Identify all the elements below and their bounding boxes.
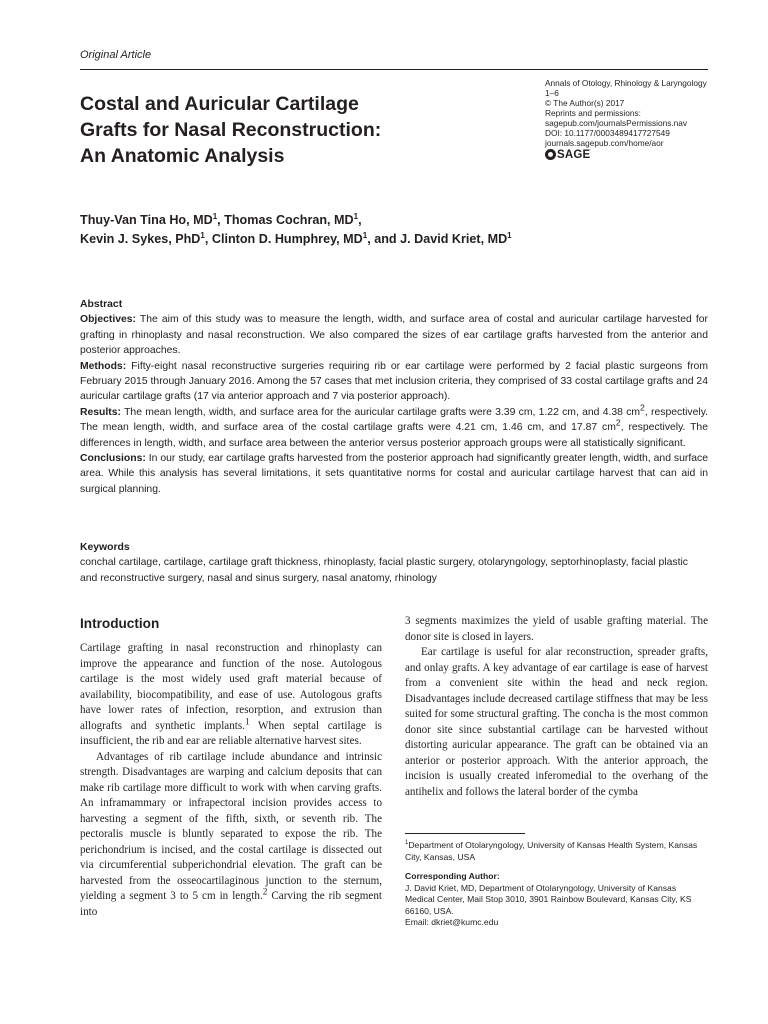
body-paragraph (80, 750, 382, 921)
affiliation-text: Department of Otolaryngology, University of Kansas Health System, Kansas City, Kansas, USA (405, 840, 698, 862)
body-paragraph: Ear cartilage is useful for alar reconstruction, spreader grafts, and onlay grafts. A key advantage of ear cartilage is ease of harvest from a convenient site within the head and neck region. Disadvantages include decreased cartilage stiffness that may be less suited for some structural grafting. The concha is the most common donor site since substantial cartilage can be harvested without distorting auricular appearance. The graft can be obtained via an anterior or posterior approach. With the anterior approach, the incision is usually created inferomedial to the overhang of the antihelix and follows the lateral border of the cymba (405, 646, 708, 798)
abstract-objectives (80, 312, 708, 358)
copyright: © The Author(s) 2017 (545, 98, 625, 108)
introduction-heading: Introduction (80, 616, 160, 631)
keywords-text: conchal cartilage, cartilage, cartilage graft thickness, rhinoplasty, facial plastic surgery, otolaryngology, septorhinoplasty, facial plastic and reconstructive surgery, nasal and sinus surgery, nasal anatomy, rhinology (80, 557, 688, 584)
citation-mark[interactable]: 2 (262, 887, 268, 898)
abstract-methods (80, 359, 708, 405)
author: Clinton D. Humphrey, MD (211, 232, 363, 246)
body-paragraph (80, 641, 382, 750)
objectives-label: Objectives: (80, 314, 137, 326)
permissions-link[interactable]: sagepub.com/journalsPermissions.nav (545, 118, 688, 128)
results-label: Results: (80, 406, 121, 418)
doi[interactable]: DOI: 10.1177/0003489417727549 (545, 128, 670, 138)
author: Thomas Cochran, MD (224, 213, 354, 227)
corresponding-author-details: J. David Kriet, MD, Department of Otolaryngology, University of Kansas Medical Center, Mail Stop 3010, 3901 Rainbow Boulevard, Kansas City, KS 66160, USA. (405, 882, 692, 916)
results-text: , respectively. The differences in length, width, and surface area between the anterior versus posterior approach groups were all statistically significant. (80, 422, 708, 449)
abstract (80, 297, 708, 497)
corresponding-author-heading: Corresponding Author: (405, 871, 500, 881)
paragraph-text: Carving the rib segment into (80, 890, 382, 918)
author-separator: , (217, 213, 225, 227)
sage-logo-icon (545, 149, 556, 160)
body-column-right (405, 614, 708, 800)
keywords (80, 540, 708, 586)
paragraph-text: Cartilage grafting in nasal reconstruction and rhinoplasty can improve the appearance and function of the nose. Autologous cartilage is the most widely used graft material because of availability, biocompatibility, and ease of use. Autologous grafts have lower rates of infection, resorption, and extrusion than allografts and synthetic implants. (80, 642, 382, 732)
author: Kevin J. Sykes, PhD (80, 232, 201, 246)
abstract-results (80, 402, 708, 451)
results-text: , respectively. The mean length, width, and surface area of the costal cartilage grafts were 4.21 cm, 1.46 cm, and 17.87 cm (80, 406, 708, 434)
conclusions-label: Conclusions: (80, 453, 146, 465)
affiliation-footnote (405, 840, 708, 863)
methods-label: Methods: (80, 360, 127, 372)
author: Thuy-Van Tina Ho, MD (80, 213, 213, 227)
author-separator: , and (367, 232, 401, 246)
page-range: 1–6 (545, 88, 559, 98)
methods-text: Fifty-eight nasal reconstructive surgeries requiring rib or ear cartilage were performed by 2 facial plastic surgeons from February 2015 through January 2016. Among the 57 cases that met inclusion criteria, they comprised of 33 costal cartilage grafts and 24 auricular cartilage grafts (17 via anterior approach and 7 via posterior approach). (80, 360, 708, 403)
squared-mark: 2 (640, 402, 645, 413)
title-line: An Anatomic Analysis (80, 145, 285, 167)
article-title (80, 91, 480, 169)
corresponding-author-email[interactable]: Email: dkriet@kumc.edu (405, 917, 499, 927)
author-list (80, 211, 700, 249)
title-line: Grafts for Nasal Reconstruction: (80, 119, 382, 141)
affiliation-mark: 1 (353, 211, 359, 221)
affiliation-mark: 1 (405, 840, 409, 847)
affiliation-mark: 1 (212, 211, 218, 221)
author: J. David Kriet, MD (400, 232, 508, 246)
journal-name: Annals of Otology, Rhinology & Laryngology (545, 78, 707, 88)
author-line (80, 230, 700, 249)
objectives-text: The aim of this study was to measure the length, width, and surface area of costal and auricular cartilage harvested for grafting in rhinoplasty and nasal reconstruction. We also compared the sizes of ear cartilage grafts harvested from the anterior and posterior approaches. (80, 314, 708, 357)
sage-logo (545, 149, 725, 160)
results-text: The mean length, width, and surface area for the auricular cartilage grafts were 3.39 cm, 1.22 cm, and 4.38 cm (121, 406, 641, 418)
footnote-divider (405, 833, 525, 834)
citation-mark[interactable]: 1 (244, 716, 250, 727)
section-label: Original Article (80, 49, 152, 61)
reprints-label: Reprints and permissions: (545, 108, 641, 118)
paragraph-text: When septal cartilage is insufficient, the rib and ear are reliable alternative harvest sites. (80, 719, 382, 747)
header-divider (80, 69, 708, 70)
abstract-heading: Abstract (80, 299, 123, 310)
author-line: Thuy-Van Tina Ho, $MD^1$, Thomas Cochran, $MD^1$, (80, 211, 362, 227)
title-line: Costal and Auricular Cartilage (80, 93, 359, 115)
affiliation-mark: 1 (200, 230, 205, 240)
footnotes (405, 840, 708, 929)
conclusions-text: In our study, ear cartilage grafts harvested from the posterior approach had significantly greater length, width, and surface area. While this analysis has several limitations, it sets quantitative norms for costal and auricular cartilage harvest that can aid in surgical planning. (80, 453, 708, 495)
affiliation-mark: 1 (507, 230, 512, 240)
abstract-conclusions (80, 451, 708, 497)
sage-logo-text: SAGE (557, 148, 591, 161)
affiliation-mark: 1 (362, 230, 368, 240)
keywords-heading: Keywords (80, 542, 130, 553)
author-separator: , (204, 232, 212, 246)
body-column-left (80, 641, 382, 920)
journal-info (545, 78, 725, 160)
paragraph-text: Advantages of rib cartilage include abundance and intrinsic strength. Disadvantages are warping and calcium deposits that can make rib cartilage more difficult to work with when carving grafts. An inframammary or infrapectoral incision provides access to harvesting a segment of the fifth, sixth, or seventh rib. The pectoralis muscle is bluntly separated to expose the rib. The perichondrium is incised, and the costal cartilage is dissected out via circumferential subperichondrial elevation. The graft can be harvested from the osseocartilaginous junction to the sternum, yielding a segment 3 to 5 cm in length. (80, 750, 382, 902)
squared-mark: 2 (615, 417, 621, 428)
journal-homepage-link[interactable]: journals.sagepub.com/home/aor (545, 138, 664, 148)
body-paragraph: 3 segments maximizes the yield of usable grafting material. The donor site is closed in layers. (405, 615, 708, 643)
